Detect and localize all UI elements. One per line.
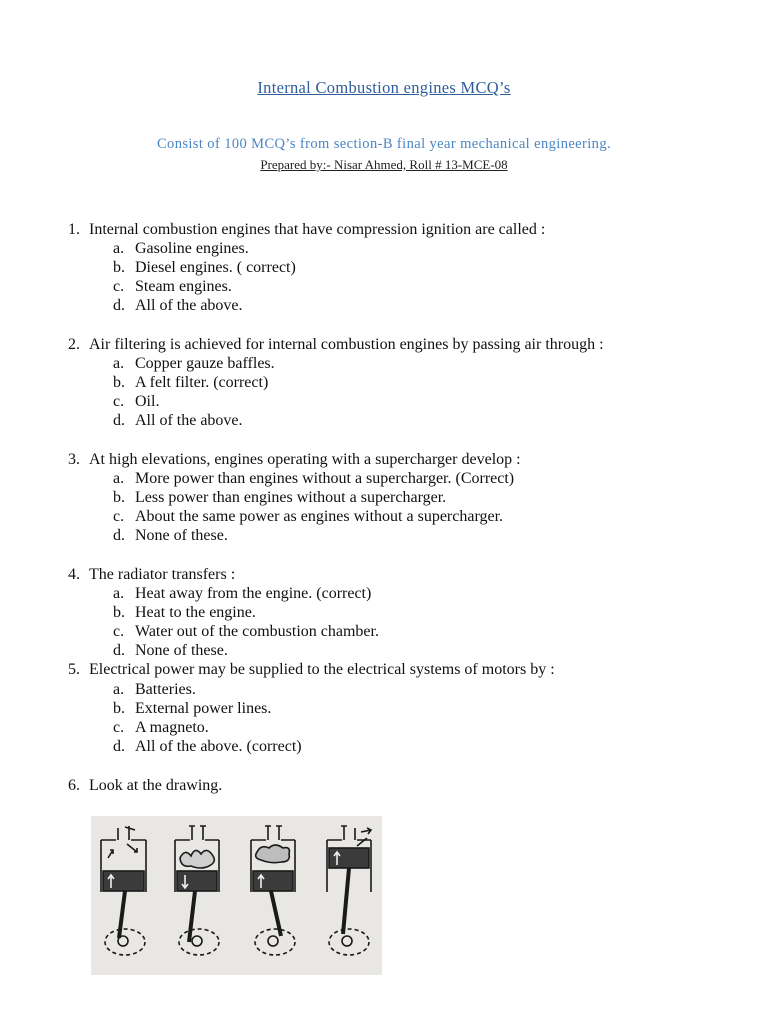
option-letter: d. bbox=[113, 297, 125, 314]
option-letter: b. bbox=[113, 700, 125, 717]
option-5d bbox=[113, 738, 302, 756]
option-letter: c. bbox=[113, 508, 125, 525]
option-1a bbox=[113, 240, 249, 258]
option-letter: c. bbox=[113, 278, 125, 295]
option-2b bbox=[113, 374, 268, 392]
option-letter: a. bbox=[113, 355, 125, 372]
question-number: 3. bbox=[68, 451, 80, 468]
option-5a bbox=[113, 681, 196, 699]
option-text: A magneto. bbox=[135, 719, 209, 736]
question-text: At high elevations, engines operating with a supercharger develop : bbox=[89, 451, 521, 468]
option-letter: c. bbox=[113, 719, 125, 736]
option-text: External power lines. bbox=[135, 700, 272, 717]
option-text: Oil. bbox=[135, 393, 160, 410]
question-number: 1. bbox=[68, 221, 80, 238]
option-text: Less power than engines without a supercharger. bbox=[135, 489, 447, 506]
question-text: Look at the drawing. bbox=[89, 777, 223, 794]
option-letter: a. bbox=[113, 585, 125, 602]
option-3d bbox=[113, 527, 228, 545]
option-5c bbox=[113, 719, 209, 737]
question-number: 4. bbox=[68, 566, 80, 583]
option-4a bbox=[113, 585, 371, 603]
option-5b bbox=[113, 700, 271, 718]
question-text: The radiator transfers : bbox=[89, 566, 236, 583]
option-letter: d. bbox=[113, 412, 125, 429]
option-text: Diesel engines. ( correct) bbox=[135, 259, 296, 276]
option-letter: c. bbox=[113, 623, 125, 640]
option-4b bbox=[113, 604, 256, 622]
option-4c bbox=[113, 623, 379, 641]
option-3c bbox=[113, 508, 503, 526]
option-text: About the same power as engines without a supercharger. bbox=[135, 508, 504, 525]
option-text: More power than engines without a supercharger. (Correct) bbox=[135, 470, 515, 487]
engine-strokes-figure bbox=[91, 816, 382, 975]
question-text: Electrical power may be supplied to the electrical systems of motors by : bbox=[89, 661, 555, 678]
option-letter: a. bbox=[113, 681, 125, 698]
option-letter: d. bbox=[113, 738, 125, 755]
option-text: Steam engines. bbox=[135, 278, 232, 295]
option-2d bbox=[113, 412, 243, 430]
question-3 bbox=[68, 451, 521, 469]
option-4d bbox=[113, 642, 228, 660]
option-text: All of the above. bbox=[135, 412, 243, 429]
option-text: All of the above. bbox=[135, 297, 243, 314]
option-text: Heat away from the engine. (correct) bbox=[135, 585, 372, 602]
option-1c bbox=[113, 278, 232, 296]
question-1 bbox=[68, 221, 545, 239]
option-text: Batteries. bbox=[135, 681, 196, 698]
option-letter: b. bbox=[113, 374, 125, 391]
option-letter: a. bbox=[113, 240, 125, 257]
option-text: All of the above. (correct) bbox=[135, 738, 302, 755]
option-letter: b. bbox=[113, 489, 125, 506]
option-3b bbox=[113, 489, 446, 507]
question-2 bbox=[68, 336, 604, 354]
document-subtitle: Consist of 100 MCQ’s from section-B final year mechanical engineering. bbox=[156, 136, 612, 152]
option-text: Copper gauze baffles. bbox=[135, 355, 275, 372]
option-letter: a. bbox=[113, 470, 125, 487]
option-3a bbox=[113, 470, 514, 488]
option-2c bbox=[113, 393, 159, 411]
question-text: Air filtering is achieved for internal combustion engines by passing air through : bbox=[89, 336, 604, 353]
prepared-by: Prepared by:- Nisar Ahmed, Roll # 13-MCE-08 bbox=[260, 157, 508, 172]
option-1d bbox=[113, 297, 243, 315]
question-5 bbox=[68, 661, 555, 679]
option-letter: b. bbox=[113, 259, 125, 276]
option-text: A felt filter. (correct) bbox=[135, 374, 269, 391]
option-letter: c. bbox=[113, 393, 125, 410]
option-text: None of these. bbox=[135, 642, 228, 659]
question-text: Internal combustion engines that have compression ignition are called : bbox=[89, 221, 546, 238]
option-text: Gasoline engines. bbox=[135, 240, 249, 257]
question-6 bbox=[68, 777, 222, 795]
option-2a bbox=[113, 355, 275, 373]
option-text: None of these. bbox=[135, 527, 228, 544]
question-4 bbox=[68, 566, 235, 584]
engine-strokes-drawing bbox=[91, 816, 382, 975]
option-letter: d. bbox=[113, 642, 125, 659]
option-text: Heat to the engine. bbox=[135, 604, 256, 621]
option-letter: d. bbox=[113, 527, 125, 544]
question-number: 2. bbox=[68, 336, 80, 353]
option-1b bbox=[113, 259, 296, 277]
document-title: Internal Combustion engines MCQ’s bbox=[257, 78, 511, 97]
option-text: Water out of the combustion chamber. bbox=[135, 623, 379, 640]
option-letter: b. bbox=[113, 604, 125, 621]
question-number: 5. bbox=[68, 661, 80, 678]
question-number: 6. bbox=[68, 777, 80, 794]
